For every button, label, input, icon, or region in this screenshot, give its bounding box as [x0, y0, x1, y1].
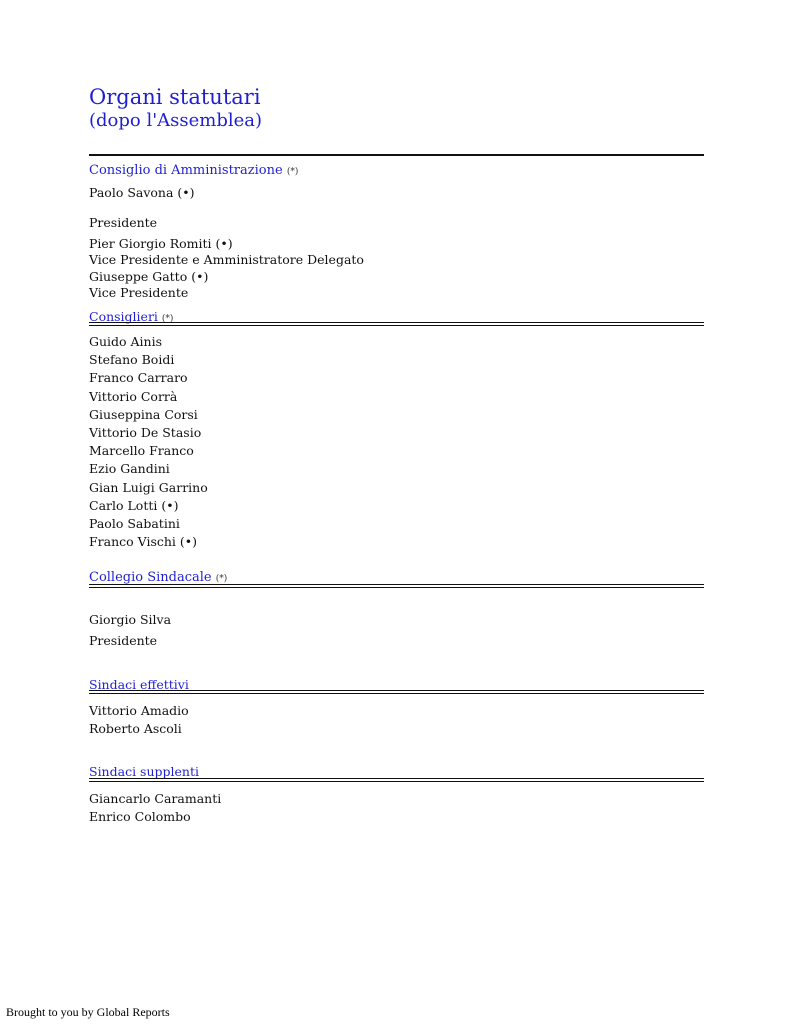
director-name: Giuseppina Corsi [89, 406, 198, 422]
section-heading-effective: Sindaci effettivi [89, 677, 189, 692]
board-line: Presidente [89, 215, 158, 230]
section-heading-board [89, 163, 298, 178]
director-name: Gian Luigi Garrino [89, 479, 208, 495]
auditors-heading-asterisk: (*) [215, 574, 228, 584]
board-line: Vice Presidente e Amministratore Delegato [89, 252, 364, 267]
director-name: Franco Carraro [89, 370, 188, 386]
directors-heading-asterisk: (*) [161, 314, 174, 324]
director-name: Vittorio Corrà [89, 388, 178, 404]
page-title: Organi statutari [89, 85, 261, 109]
auditors-line: Giorgio Silva [89, 612, 172, 627]
board-line: Pier Giorgio Romiti (•) [89, 236, 233, 251]
director-name: Vittorio De Stasio [89, 425, 202, 440]
section-rule [89, 584, 704, 588]
board-line: Vice Presidente [89, 285, 189, 300]
director-name: Carlo Lotti (•) [89, 497, 179, 513]
section-heading-alternate: Sindaci supplenti [89, 764, 199, 779]
director-name: Marcello Franco [89, 443, 194, 459]
section-rule [89, 690, 704, 694]
section-rule [89, 154, 704, 156]
board-heading-asterisk: (*) [286, 167, 299, 177]
effective-name: Roberto Ascoli [89, 721, 182, 736]
auditors-heading-label: Collegio Sindacale [89, 570, 212, 585]
page-subtitle: (dopo l'Assemblea) [89, 110, 263, 131]
alternate-name: Giancarlo Caramanti [89, 791, 222, 806]
alternate-name: Enrico Colombo [89, 809, 191, 824]
board-line: Giuseppe Gatto (•) [89, 269, 209, 284]
director-name: Paolo Sabatini [89, 516, 180, 531]
director-name: Ezio Gandini [89, 461, 170, 477]
director-name: Franco Vischi (•) [89, 534, 198, 550]
section-rule [89, 322, 704, 326]
footer-credit: Brought to you by Global Reports [6, 1005, 170, 1019]
board-heading-label: Consiglio di Amministrazione [89, 163, 283, 178]
directors-heading-label: Consiglieri [89, 309, 158, 324]
effective-name: Vittorio Amadio [89, 703, 189, 718]
board-line: Paolo Savona (•) [89, 185, 195, 200]
auditors-line: Presidente [89, 633, 158, 648]
director-name: Guido Ainis [89, 334, 163, 349]
section-heading-auditors [89, 570, 227, 585]
section-rule [89, 778, 704, 782]
director-name: Stefano Boidi [89, 352, 175, 368]
